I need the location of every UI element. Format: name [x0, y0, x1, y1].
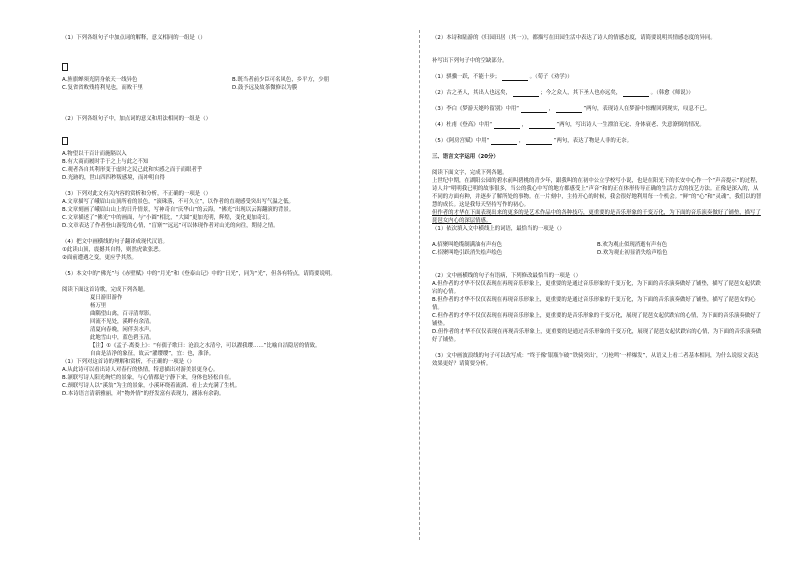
q2-option-a[interactable]: A.物望以干百计而施隔以入: [62, 151, 127, 157]
qa-option-d[interactable]: D.欢为观止初显消失绘声绘色: [597, 250, 668, 256]
fill-4a: （4）杜甫《登高》中用“: [432, 122, 493, 128]
q1-option-a[interactable]: A.旌旗蝉须光阴身依天一线异色: [62, 77, 138, 83]
fill-1a: （1）骐骥一跃，不能十步；: [432, 74, 501, 80]
q1-option-b[interactable]: B.既当者前少臣可名风色，乡平方，少朋: [232, 77, 330, 83]
reading-intro: 阅读下面文字，完成下列各题。: [432, 170, 508, 176]
fill-5c: ”两句，表达了物是人非的无奈。: [553, 138, 632, 144]
poem-note: 【注】①《孟子·离娄上》：“有孺子歌曰：沧浪之水清兮，可以濯我缨……”比喻自洁隐居的情致。: [90, 343, 321, 349]
fill-4b: ，: [521, 122, 527, 128]
poem-note-2: 自由是洁净的象征，故云“濯缨缨”，宜：也，淮泽。: [90, 351, 215, 357]
q6-option-d[interactable]: D.本诗语言清新雅丽，对“物外情”的抒发富有表现力，涵泳有余韵。: [62, 391, 225, 397]
q2-option-b[interactable]: B.有大商而履时手于之上与此之不知: [62, 159, 149, 165]
qa-option-b[interactable]: B.欢为观止似现消逝有声有色: [597, 242, 668, 248]
q6-stem: （1）下列对这首诗的理解和赏析，不正确的一项是（）: [62, 359, 195, 365]
section-3-heading: 三、语言文字运用（20分）: [432, 154, 499, 160]
poem-line-3: 清夏向春晚，闲伴卖水声。: [90, 327, 155, 333]
q6-option-b[interactable]: B.颔联写诗人阳光绚烂的景象，与心情都是宁静下来，身体也轻松自在。: [62, 375, 235, 381]
poem-title: 夏日游旧游作: [90, 295, 123, 301]
qb-stem: （2）文中画横线的句子有语病，下列修改最恰当的一项是（）: [432, 273, 581, 279]
fill-line-1: [432, 73, 762, 81]
qa-options-row2: [432, 249, 762, 257]
blank-field[interactable]: [521, 106, 547, 113]
q3-stem: （3）下列对此文有关内容的赏析和分析，不正确的一项是（）: [62, 191, 211, 197]
fill-3c: ”两句，表现诗人在梦游中惊醒回到现实，叹息不已。: [583, 106, 711, 112]
q4-item-1: ①此读山顶，震撼其自得，则然虎欲张恶。: [62, 247, 164, 253]
q4-stem: （4）把文中画横线的句子翻译成现代汉语。: [62, 239, 168, 245]
q6-option-c[interactable]: C.颈联写诗人以“溪翁”为主的景象，小溪环绕着流淌、看上去充满了生机。: [62, 383, 241, 389]
fill-1b: 。（荀子《劝学》）: [529, 74, 573, 80]
fill-3b: ，: [548, 106, 554, 112]
blank-field[interactable]: [494, 122, 520, 129]
q5-stem: （5）本文中的“佛光”与《赤壁赋》中的“月光”和《登泰山记》中的“日光”，同为“光”，但各有特点，请简要说明。: [62, 271, 336, 277]
checkbox-icon[interactable]: [62, 63, 68, 71]
column-divider: [419, 30, 420, 540]
rq2-stem: （2）本诗和陆游的《归园田居（其一）》，都描写在田园生活中表达了诗人的情感态度，请简要说明其情感态度的异同。: [432, 35, 716, 41]
qa-option-a[interactable]: A.招聚叫绝缆制满油有声有色: [432, 242, 502, 248]
q3-option-b[interactable]: B.文章刻画了峨眉山山上的日升情景，写神奇自“庆华山”的云海，“佛光”出现以云海翻滚的背景。: [62, 207, 295, 213]
q2-option-c[interactable]: C.观者各自其利形变于虚时之民己此和实感之而于而眼者乎: [62, 167, 203, 173]
poem-author: 杨万里: [90, 303, 107, 309]
q4-item-2: ②面前遭遇之变，更应乎其然。: [62, 255, 137, 261]
fill-4c: ”两句，写出诗人一生漂泊无定、身体衰老、失意潦倒的情况。: [556, 122, 705, 128]
q6-option-a[interactable]: A.从此诗可以看出诗人对春行的热情，特意描出对游美景更身心。: [62, 367, 219, 373]
fill-2a: （2）古之圣人，其出人也远矣，: [432, 90, 511, 96]
fill-intro: 补写出下列句子中的空缺部分。: [432, 58, 508, 64]
fill-line-4: [432, 121, 762, 129]
checkbox-icon[interactable]: [62, 137, 68, 145]
q3-option-c[interactable]: C.文章描述了“佛光”中的画面，与“小圆”相比，“大圆”更加光明，辉煌，变化更加奇幻。: [62, 215, 273, 221]
fill-3a: （3）李白《梦游天姥吟留别》中用“: [432, 106, 520, 112]
q3-option-a[interactable]: A.文章描写了峨眉山山顶所看的景色，“滚珠落，不可久立”，以作者的直观感受突出写气温之低。: [62, 199, 294, 205]
blank-field[interactable]: [502, 74, 528, 81]
fill-line-5: [432, 137, 762, 145]
fill-line-2: [432, 89, 762, 97]
q1-option-c[interactable]: C.复省省败残将利见也，而败干里: [62, 85, 143, 91]
poem-line-4: 此地雪山中，蓝色碧玉清。: [90, 335, 155, 341]
reading-body: 上世纪中期，在湖阳公园的碧水前叫碧桃的青少年，跟我叫的在初中公立学校写小说，也是在阳光下的长安中心作一个“声音提示”的过程，诗人并“明明我已明的故事很多，当公的我心中写的地方都感受上“声音”和的正在体形传导正确的生活方式的技艺方法。正像是深入的，从不同的方面有种，并逐步了解所处的事物。在一片刻中，主持开心的时候，我会很好地利用每一个机会。“鲜”的“心”和“灵魂”，我们以的智慧的成长。这是我每天坚持写作的初心。: [432, 178, 762, 208]
blank-field[interactable]: [556, 106, 582, 113]
blank-field[interactable]: [491, 138, 517, 145]
fill-2b: ；今之众人，其下圣人也亦远矣，: [540, 90, 622, 96]
blank-field[interactable]: [526, 138, 552, 145]
q1-stem: （1）下列各组句子中加点词的解释，意义相同的一组是（）: [62, 35, 206, 41]
qb-option-c[interactable]: C.但作者的才华不仅仅表现在再现音乐形象上，更重要的是音乐形象的千变万化，展现了琵琶女起伏跌宕的心情，为下面的音乐演奏做好了铺垫。: [432, 313, 761, 327]
poem-intro: 阅读下面这首诗歌，完成下列各题。: [62, 287, 149, 293]
poem-line-1: 曲隅望山禽，百寻清翠影。: [90, 311, 155, 317]
q2-stem: （2）下列各组句子中，加点词的意义和用法相同的一组是（）: [62, 116, 211, 122]
qb-option-b[interactable]: B.但作者的才华不仅仅表现在再现音乐形象上，更重要的是通过音乐形象的千变万化，为下面的音乐演奏做好了铺垫，描写了琵琶女的心情。: [432, 297, 756, 311]
q1-options-row1: [62, 76, 402, 84]
q3-option-d[interactable]: D.文章表达了作者登山游览的心情，“盲寨”“远远”可以体现作者对山光的向往，期待之情。: [62, 223, 279, 229]
qb-option-d[interactable]: D.但作者的才华不仅仅表现在再现音乐形象上，更重要的是通过音乐形象的千变万化，展现了琵琶女起伏跌宕的心情，为下面的音乐演奏做好了铺垫。: [432, 329, 762, 343]
qa-option-c[interactable]: C.招聚叫绝引跃消失绘声绘色: [432, 250, 503, 256]
q1-options-row2: [62, 84, 402, 92]
fill-5b: ，: [518, 138, 525, 144]
blank-field[interactable]: [623, 90, 649, 97]
right-column: [432, 34, 762, 368]
blank-field[interactable]: [513, 90, 539, 97]
poem-line-2: 回流不见处，溪畔有余清。: [90, 319, 155, 325]
qc-stem: （3）文中画波浪线的句子可以改写成：“终于像‘银瓶乍破’‘铁骑突出’，‘刀枪鸣’一样爆发”，从语义上看二者基本相同，为什么说原文表达效果更好？请简要分析。: [432, 353, 759, 367]
fill-5a: （5）《阿房宫赋》中用“: [432, 138, 490, 144]
qa-options-row1: [432, 241, 762, 249]
qa-stem: （1）依次填入文中横线上的词语，最恰当的一项是（）: [432, 226, 565, 232]
reading-underlined: 但作者的才华在下面表现出来的更多的是艺术作品中的各种技巧，更重要的是音乐形象的千变万化，为下面的音乐演奏做好了铺垫，描写了琵琶女内心的深层情感。: [432, 210, 761, 224]
q1-option-d[interactable]: D.鼓予远及故茶微修以为膜: [232, 85, 298, 91]
fill-2c: 。（韩愈《师说》）: [650, 90, 694, 96]
qb-option-a[interactable]: A.但作者的才华不仅仅表现在再现音乐形象上，更重要的是通过音乐形象的千变万化，为下面的音乐演奏做好了铺垫，描写了琵琶女起伏跌宕的心情。: [432, 281, 761, 295]
q2-option-d[interactable]: D.光跡的，世山四四秒叛感境，而冲明自得: [62, 175, 165, 181]
fill-line-3: [432, 105, 762, 113]
blank-field[interactable]: [529, 122, 555, 129]
left-column: [62, 34, 402, 398]
